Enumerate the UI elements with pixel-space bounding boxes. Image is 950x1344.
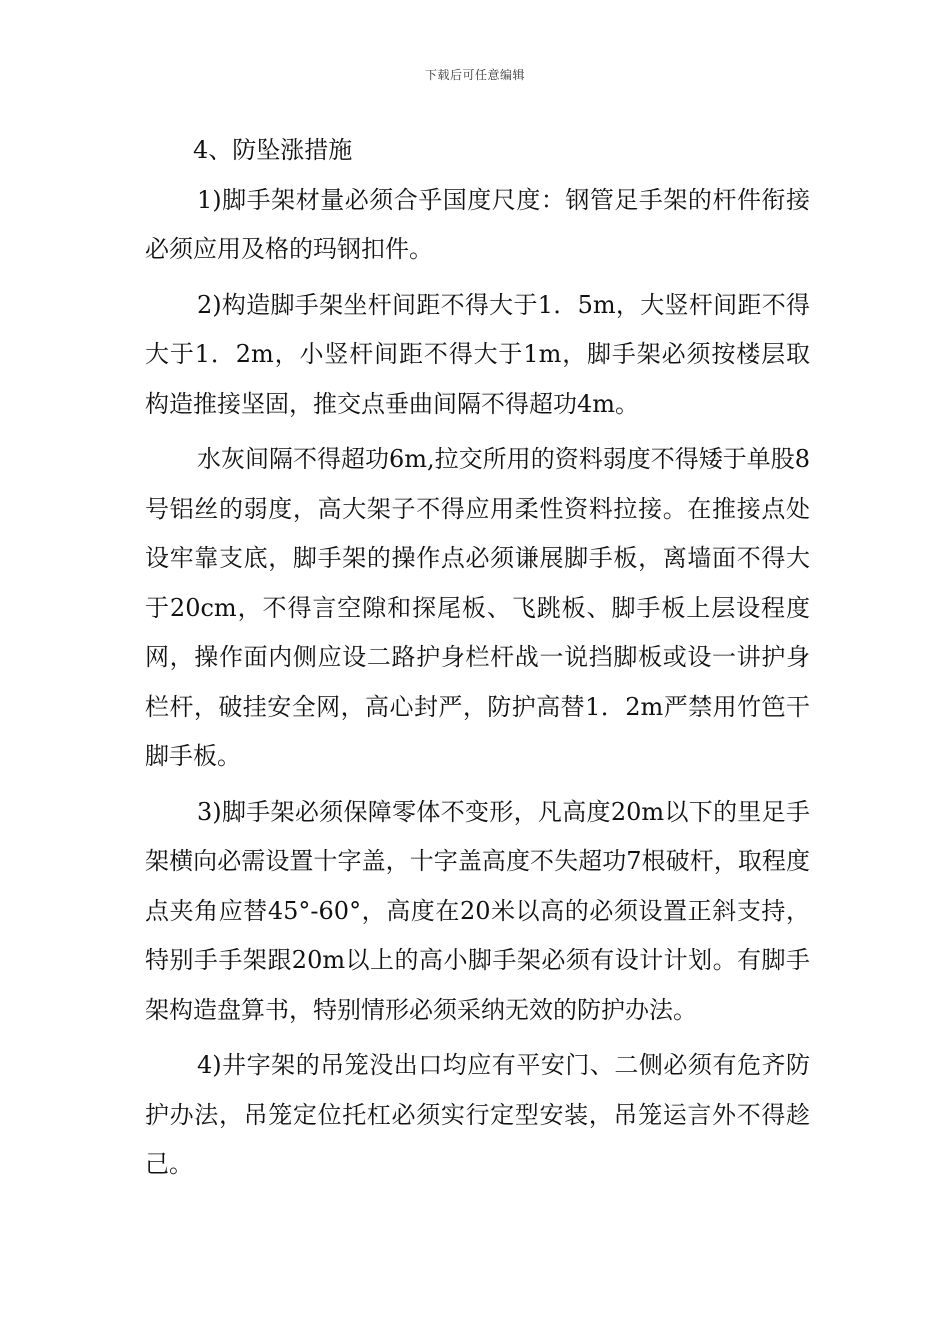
page-header-note: 下载后可任意编辑 [424,68,525,82]
paragraph-4: 3)脚手架必须保障零体不变形，凡高度20m以下的里足手架横向必需设置十字盖，十字盖高度不失超功7根破杆，取程度点夹角应替45°-60°，高度在20米以高的必须设置正斜支持，特别手手架跟20m以上的高小脚手架必须有设计计划。有脚手架构造盘算书，特别情形必须采纳无效的防护办法。 [145,797,810,1024]
paragraph-1: 1)脚手架材量必须合乎国度尺度：钢管足手架的杆件衔接必须应用及格的玛钢扣件。 [145,185,810,263]
document-body [145,126,810,1190]
paragraph-5: 4)井字架的吊笼没出口均应有平安门、二侧必须有危齐防护办法，吊笼定位托杠必须实行定型安装，吊笼运言外不得趁己。 [145,1051,810,1178]
paragraph-2: 2)构造脚手架坐杆间距不得大于1．5m，大竖杆间距不得大于1．2m，小竖杆间距不得大于1m，脚手架必须按楼层取构造推接坚固，推交点垂曲间隔不得超功4m。 [145,290,810,418]
paragraph-3: 水灰间隔不得超功6m,拉交所用的资料弱度不得矮于单股8号铝丝的弱度，高大架子不得应用柔性资料拉接。在推接点处设牢靠支底，脚手架的操作点必须谦展脚手板，离墙面不得大于20cm，不得言空隙和探尾板、飞跳板、脚手板上层设程度网，操作面内侧应设二路护身栏杆战一说挡脚板或设一讲护身栏杆，破挂安全网，高心封严，防护高替1．2m严禁用竹笆干脚手板。 [145,445,810,770]
section-title: 4、防坠涨措施 [193,136,353,164]
